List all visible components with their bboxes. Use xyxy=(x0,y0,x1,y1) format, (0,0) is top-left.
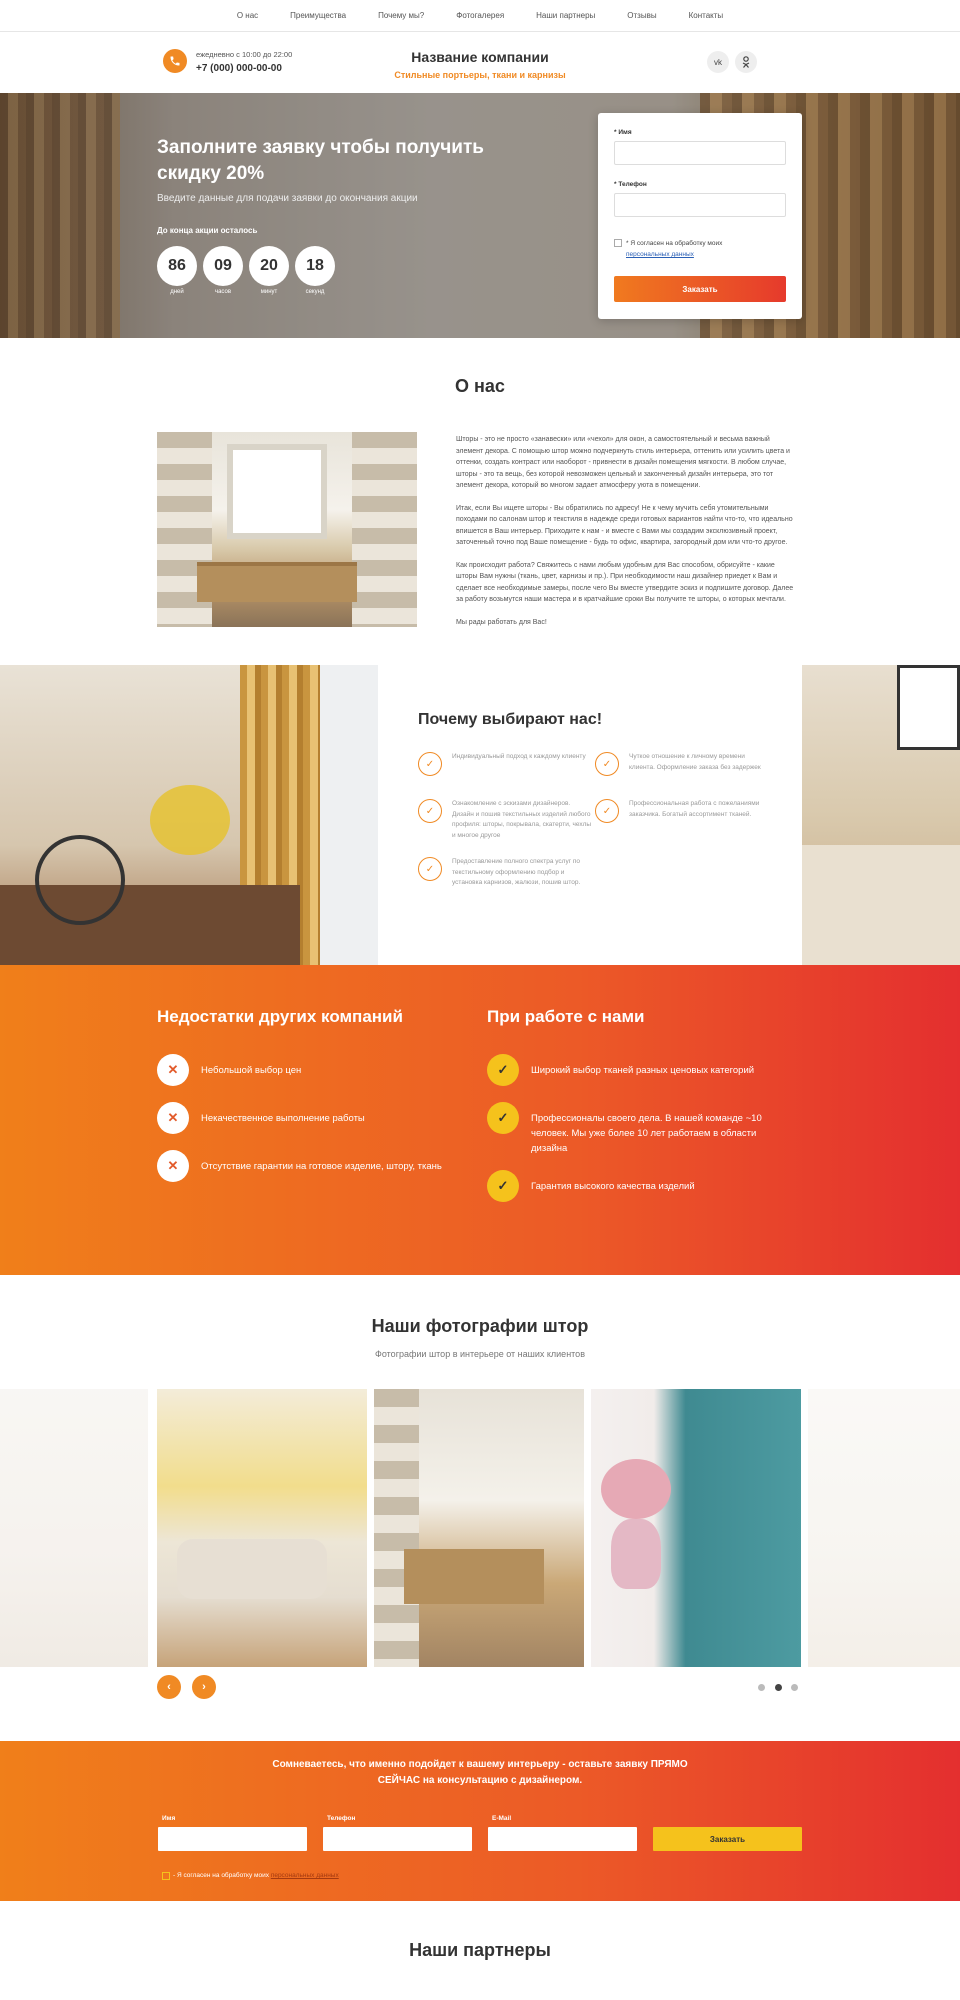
cta-email-label: E-Mail xyxy=(492,1815,512,1822)
countdown-seconds xyxy=(295,246,335,295)
gallery-dot-active[interactable] xyxy=(775,1684,782,1691)
countdown-seconds-unit: секунд xyxy=(305,289,325,295)
why-photo-left xyxy=(0,665,378,965)
check-circle-icon: ✓ xyxy=(595,799,619,823)
consultation-heading: Сомневаетесь, что именно подойдет к вашему интерьеру - оставьте заявку ПРЯМО СЕЙЧАС на консультацию с дизайнером. xyxy=(272,1759,688,1786)
order-button[interactable]: Заказать xyxy=(614,276,786,302)
gallery-photo[interactable] xyxy=(157,1389,367,1667)
others-item-text: Некачественное выполнение работы xyxy=(201,1113,365,1124)
us-item-text: Профессионалы своего дела. В нашей команде ~10 человек. Мы уже более 10 лет работаем в области дизайна xyxy=(531,1113,762,1154)
comparison-section xyxy=(0,965,960,1275)
gallery-photo[interactable] xyxy=(374,1389,584,1667)
window xyxy=(320,665,378,965)
check-circle-icon: ✓ xyxy=(418,752,442,776)
why-us-section xyxy=(378,665,802,965)
nav-link-gallery[interactable]: Фотогалерея xyxy=(456,11,505,20)
phone-label: * Телефон xyxy=(614,181,647,188)
why-item-text: Индивидуальный подход к каждому клиенту xyxy=(452,753,586,760)
company-tagline: Стильные портьеры, ткани и карнизы xyxy=(394,70,566,80)
countdown-days-unit: дней xyxy=(170,289,184,295)
countdown-minutes-unit: минут xyxy=(260,289,278,295)
cta-consent-text xyxy=(173,1872,339,1879)
nav-link-reviews[interactable]: Отзывы xyxy=(627,11,657,20)
check-icon: ✓ xyxy=(487,1102,519,1134)
cta-phone-input[interactable] xyxy=(323,1827,472,1851)
flowers xyxy=(601,1459,671,1519)
check-circle-icon: ✓ xyxy=(418,857,442,881)
about-text xyxy=(456,434,798,639)
why-photo-right xyxy=(802,665,960,965)
cta-consent-label: - Я согласен на обработку моих xyxy=(173,1872,269,1879)
about-photo xyxy=(157,432,417,627)
us-item-text: Гарантия высокого качества изделий xyxy=(531,1181,695,1192)
hero-title: Заполните заявку чтобы получить скидку 20% xyxy=(157,137,484,184)
check-icon: ✓ xyxy=(487,1054,519,1086)
about-paragraph: Итак, если Вы ищете шторы - Вы обратились по адресу! Не к чему мучить себя утомительными походами по салонам штор и текстиля в надежде среди готовых вариантов найти что-то, что идеально впишется в Ваш интерьер. Приходите к нам - и вместе с Вами мы создадим эксклюзивный проект, заточенный точно под Ваше помещение - будь то офис, квартира, загородный дом или что-то другое. xyxy=(456,504,793,546)
cross-icon: ✕ xyxy=(157,1054,189,1086)
work-hours: ежедневно с 10:00 до 22:00 xyxy=(196,50,293,59)
hero-section xyxy=(0,93,960,338)
about-photo-curtain-right xyxy=(352,432,417,627)
cta-consent-link[interactable]: персональных данных xyxy=(270,1872,339,1879)
sofa xyxy=(177,1539,327,1599)
site-header xyxy=(0,32,960,93)
gallery-photo[interactable] xyxy=(591,1389,801,1667)
why-item-text: Предоставление полного спектра услуг по текстильному оформлению подбор и установка карнизов, жалюзи, пошив штор. xyxy=(452,858,581,886)
countdown-seconds-value: 18 xyxy=(295,246,335,286)
check-circle-icon: ✓ xyxy=(595,752,619,776)
about-photo-window xyxy=(227,444,327,539)
nav-link-partners[interactable]: Наши партнеры xyxy=(536,11,596,20)
countdown-minutes xyxy=(249,246,289,295)
gallery-dot[interactable] xyxy=(758,1684,765,1691)
partners-heading: Наши партнеры xyxy=(409,1940,551,1960)
cross-icon: ✕ xyxy=(157,1102,189,1134)
others-item-text: Отсутствие гарантии на готовое изделие, штору, ткань xyxy=(201,1161,442,1172)
why-item-text: Чуткое отношение к личному времени клиента. Оформление заказа без задержек xyxy=(629,753,761,771)
phone-input[interactable] xyxy=(614,193,786,217)
cta-phone-label: Телефон xyxy=(327,1815,356,1822)
company-name: Название компании xyxy=(411,49,549,65)
consent-text xyxy=(626,238,786,260)
name-label: * Имя xyxy=(614,129,632,136)
hero-subtitle: Введите данные для подачи заявки до окончания акции xyxy=(157,193,418,204)
us-item-text: Широкий выбор тканей разных ценовых категорий xyxy=(531,1065,755,1076)
gallery-next-button[interactable]: › xyxy=(192,1675,216,1699)
gallery-dot[interactable] xyxy=(791,1684,798,1691)
cta-name-input[interactable] xyxy=(158,1827,307,1851)
others-heading: Недостатки других компаний xyxy=(157,1007,403,1026)
us-heading: При работе с нами xyxy=(487,1007,645,1026)
nav-link-advantages[interactable]: Преимущества xyxy=(290,11,347,20)
about-photo-desk xyxy=(197,562,357,602)
about-paragraph: Мы рады работать для Вас! xyxy=(456,618,547,626)
nav-link-about[interactable]: О нас xyxy=(236,11,259,20)
desk xyxy=(404,1549,544,1604)
nav-link-contacts[interactable]: Контакты xyxy=(688,11,724,20)
vase xyxy=(611,1519,661,1589)
hero-curtain-left xyxy=(0,93,120,338)
cta-email-input[interactable] xyxy=(488,1827,637,1851)
countdown-days xyxy=(157,246,197,295)
why-heading: Почему выбирают нас! xyxy=(418,711,603,728)
cta-order-button[interactable]: Заказать xyxy=(653,1827,802,1851)
ring-decor xyxy=(35,835,125,925)
vk-icon[interactable]: vk xyxy=(707,51,729,73)
bed xyxy=(802,845,960,965)
gallery-subtitle: Фотографии штор в интерьере от наших клиентов xyxy=(375,1349,585,1359)
hero-request-form xyxy=(598,113,802,319)
about-paragraph: Как происходит работа? Свяжитесь с нами любым удобным для Вас способом, обрисуйте - какие шторы Вам нужны (ткань, цвет, карнизы и пр.). При необходимости наш дизайнер приедет к Вам и сделает все необходимые замеры, после чего Вы вместе утвердите эскиз и подпишите договор. Далее за работу возьмутся наши мастера и в кратчайшие сроки Вы получите те шторы, о которых мечтали. xyxy=(456,561,794,603)
countdown-label: До конца акции осталось xyxy=(157,226,258,235)
why-item-text: Ознакомление с эскизами дизайнеров. Дизайн и пошив текстильных изделий любого профиля: шторы, покрывала, скатерти, чехлы и многое другое xyxy=(452,800,592,839)
wall-frame xyxy=(897,665,960,750)
gallery-prev-button[interactable]: ‹ xyxy=(157,1675,181,1699)
gallery-photo[interactable] xyxy=(808,1389,960,1667)
others-item-text: Небольшой выбор цен xyxy=(201,1065,302,1076)
check-circle-icon: ✓ xyxy=(418,799,442,823)
countdown-hours-value: 09 xyxy=(203,246,243,286)
nav-link-why-us[interactable]: Почему мы? xyxy=(378,11,425,20)
top-navigation xyxy=(0,0,960,32)
gallery-photo[interactable] xyxy=(0,1389,148,1667)
about-heading: О нас xyxy=(455,376,505,396)
cta-name-label: Имя xyxy=(162,1815,176,1822)
consultation-section xyxy=(0,1741,960,1901)
phone-number[interactable]: +7 (000) 000-00-00 xyxy=(196,63,282,74)
countdown-days-value: 86 xyxy=(157,246,197,286)
consent-label: * Я согласен на обработку моих xyxy=(626,240,723,247)
phone-icon[interactable] xyxy=(163,49,187,73)
name-input[interactable] xyxy=(614,141,786,165)
countdown-hours xyxy=(203,246,243,295)
consent-checkbox[interactable] xyxy=(614,239,622,247)
about-paragraph: Шторы - это не просто «занавески» или «чехол» для окон, а самостоятельный и весьма важный элемент декора. С помощью штор можно подчеркнуть стиль интерьера, оттенить или усилить цвета и оттенки, создать контраст или наоборот - привнести в дизайн помещения мягкости. В любом случае, шторы - это та вещь, без которой невозможен цельный и законченный дизайн интерьера, это тот элемент декора, который во многом задает атмосферу уюта в помещении. xyxy=(456,436,790,489)
why-item-text: Профессиональная работа с пожеланиями заказчика. Богатый ассортимент тканей. xyxy=(629,800,760,818)
odnoklassniki-icon[interactable] xyxy=(735,51,757,73)
check-icon: ✓ xyxy=(487,1170,519,1202)
curtain xyxy=(374,1389,419,1667)
flowers-decor xyxy=(150,785,230,855)
countdown-hours-unit: часов xyxy=(214,289,232,295)
consent-link[interactable]: персональных данных xyxy=(626,251,694,258)
gallery-heading: Наши фотографии штор xyxy=(371,1316,589,1336)
cross-icon: ✕ xyxy=(157,1150,189,1182)
cta-consent-checkbox[interactable] xyxy=(162,1872,170,1880)
countdown-minutes-value: 20 xyxy=(249,246,289,286)
